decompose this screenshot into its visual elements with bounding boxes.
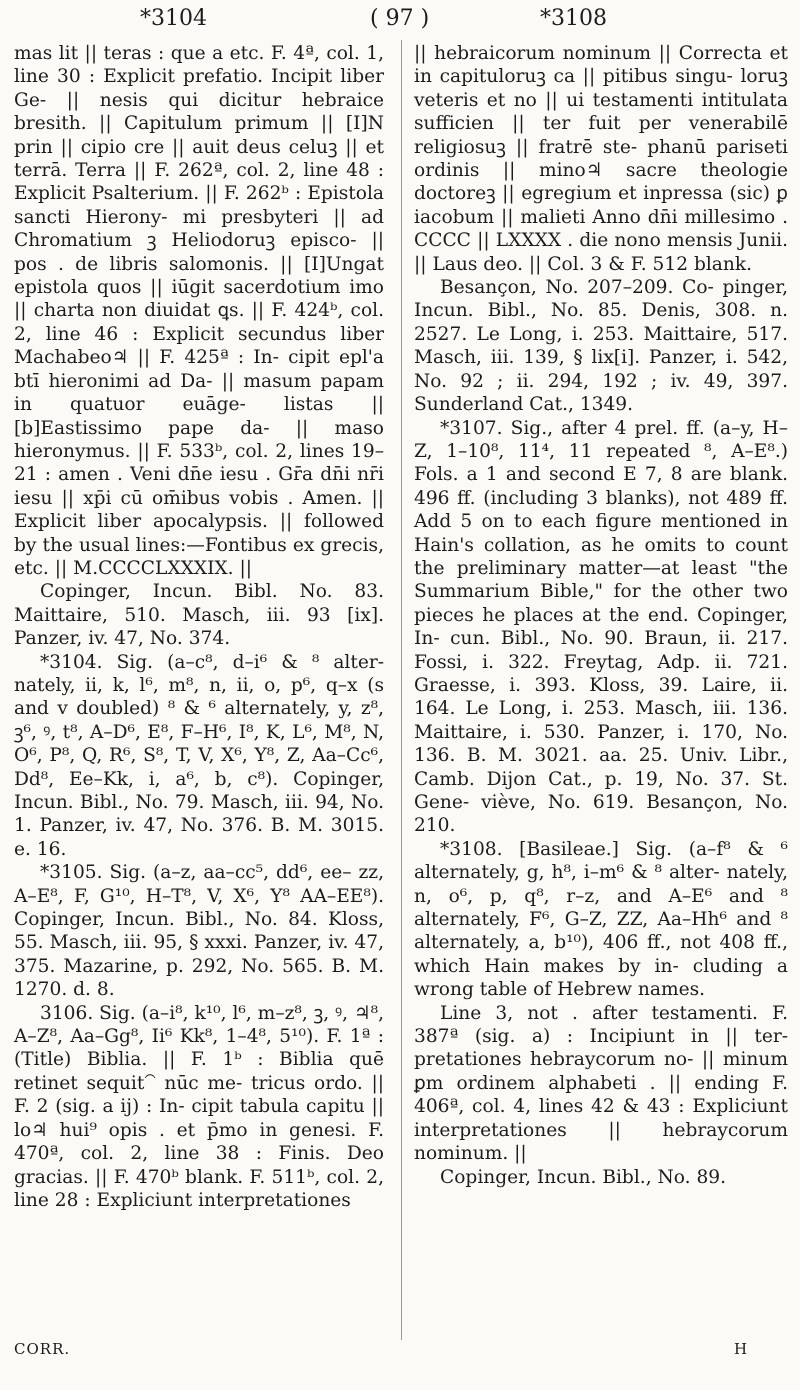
entry-paragraph: Line 3, not . after testamenti. F. 387ª (sig. a) : Incipiunt in || ter- pretationes hebraycorum no- || minum ꝑm ordinem alphabeti . || ending F. 406ª, col. 4, lines 42 & 43 : Expliciunt interpretationes || hebraycorum nominum. || (414, 1002, 788, 1165)
entry-paragraph: *3107. Sig., after 4 prel. ff. (a–y, H–Z, 1–10⁸, 11⁴, 11 repeated ⁸, A–E⁸.) Fols. a 1 and second E 7, 8 are blank. 496 ff. (including 3 blanks), not 489 ff. Add 5 on to each figure mentioned in Hain's collation, as he omits to count the preliminary matter—at least "the Summarium Bible," for the other two pieces he places at the end. Copinger, In- cun. Bibl., No. 90. Braun, ii. 217. Fossi, i. 322. Freytag, Adp. ii. 721. Graesse, i. 393. Kloss, 39. Laire, ii. 164. Le Long, i. 253. Masch, iii. 136. Maittaire, i. 530. Panzer, i. 170, No. 136. B. M. 3021. aa. 25. Univ. Libr., Camb. Dijon Cat., p. 19, No. 37. St. Gene- viève, No. 619. Besançon, No. 210. (414, 417, 788, 837)
entry-paragraph: || hebraicorum nominum || Correcta et in capituloruꝫ ca || pitibus singu- loruꝫ veteris et no || ui testamenti intitulata sufficien || ter fuit per venerabilē religiosuꝫ || fratrē ste- phanū pariseti ordinis || mino♃ sacre theologie doctoreꝫ || egregium et inpressa (sic) ꝑ iacobum || malieti Anno dn̄i millesimo . CCCC || LXXXX . die nono mensis Junii. || Laus deo. || Col. 3 & F. 512 blank. (414, 43, 788, 275)
entry-paragraph: mas lit || teras : que a etc. F. 4ª, col. 1, line 30 : Explicit prefatio. Incipit liber Ge- || nesis qui dicitur hebraice bresith. || Capitulum primum || [I]N prin || cipio cre || auit deus celuꝫ || et terrā. Terra || F. 262ª, col. 2, line 48 : Explicit Psalterium. || F. 262ᵇ : Epistola sancti Hierony- mi presbyteri || ad Chromatium ꝫ Heliodoruꝫ episco- || pos . de libris salomonis. || [I]Ungat epistola quos || iūgit sacerdotium imo || charta non diuidat ꝗs. || F. 424ᵇ, col. 2, line 46 : Explicit secundus liber Machabeo♃ || F. 425ª : In- cipit epl'a btī hieronimi ad Da- || masum papam in quatuor euāge- listas || [b]Eastissimo pape da- || maso hieronymus. || F. 533ᵇ, col. 2, lines 19–21 : amen . Veni dn̄e iesu . Gr̄a dn̄i nr̄i iesu || xp̄i cū om̄ibus vobis . Amen. || Explicit liber apocalypsis. || followed by the usual lines:—Fontibus ex grecis, etc. || M.CCCCLXXXIX. || (14, 43, 384, 579)
entry-paragraph: Copinger, Incun. Bibl. No. 83. Maittaire, 510. Masch, iii. 93 [ix]. Panzer, iv. 47, No. 374. (14, 581, 384, 650)
entry-paragraph: Besançon, No. 207–209. Co- pinger, Incun. Bibl., No. 85. Denis, 308. n. 2527. Le Long, i. 253. Maittaire, 517. Masch, iii. 139, § lix[i]. Panzer, i. 542, No. 92 ; ii. 294, 192 ; iv. 49, 397. Sunderland Cat., 1349. (414, 277, 788, 416)
running-head-right: *3108 (540, 6, 607, 31)
signature-mark: CORR. (14, 1340, 71, 1358)
right-column (414, 42, 788, 1189)
entry-paragraph: *3104. Sig. (a–c⁸, d–i⁶ & ⁸ alter- nately, ii, k, l⁶, m⁸, n, ii, o, p⁶, q–x (s and v doubled) ⁸ & ⁶ alternately, y, z⁸, ꝫ⁶, ꝰ, t⁸, A–D⁶, E⁸, F–H⁶, I⁸, K, L⁶, M⁸, N, O⁶, P⁸, Q, R⁶, S⁸, T, V, X⁶, Y⁸, Z, Aa–Cc⁶, Dd⁸, Ee–Kk, i, a⁶, b, c⁸). Copinger, Incun. Bibl., No. 79. Masch, iii. 94, No. 1. Panzer, iv. 47, No. 376. B. M. 3015. e. 16. (14, 651, 384, 860)
entry-paragraph: 3106. Sig. (a–i⁸, k¹⁰, l⁶, m–z⁸, ꝫ, ꝰ, ♃⁸, A–Z⁸, Aa–Gg⁸, Ii⁶ Kk⁸, 1–4⁸, 5¹⁰). F. 1ª : (Title) Biblia. || F. 1ᵇ : Biblia quē retinet sequit⁀ nūc me- tricus ordo. || F. 2 (sig. a ij) : In- cipit tabula capitu || lo♃ hui⁹ opis . et p̄mo in genesi. F. 470ª, col. 2, line 38 : Finis. Deo gracias. || F. 470ᵇ blank. F. 511ᵇ, col. 2, line 28 : Expliciunt interpretationes (14, 1002, 384, 1211)
running-head-left: *3104 (140, 6, 207, 31)
left-column (14, 42, 384, 1212)
gathering-mark: H (734, 1340, 749, 1358)
entry-paragraph: *3108. [Basileae.] Sig. (a–f⁸ & ⁶ alternately, g, h⁸, i–m⁶ & ⁸ alter- nately, n, o⁶, p, q⁸, r–z, and A–E⁶ and ⁸ alternately, F⁶, G–Z, ZZ, Aa–Hh⁶ and ⁸ alternately, a, b¹⁰), 406 ff., not 408 ff., which Hain makes by in- cluding a wrong table of Hebrew names. (414, 838, 788, 1001)
column-divider (401, 40, 402, 1340)
page-number: ( 97 ) (370, 6, 430, 31)
entry-paragraph: *3105. Sig. (a–z, aa–cc⁵, dd⁶, ee– zz, A–E⁸, F, G¹⁰, H–T⁸, V, X⁶, Y⁸ AA–EE⁸). Copinger, Incun. Bibl., No. 84. Kloss, 55. Masch, iii. 95, § xxxi. Panzer, iv. 47, 375. Mazarine, p. 292, No. 565. B. M. 1270. d. 8. (14, 862, 384, 1001)
entry-paragraph: Copinger, Incun. Bibl., No. 89. (440, 1166, 727, 1188)
